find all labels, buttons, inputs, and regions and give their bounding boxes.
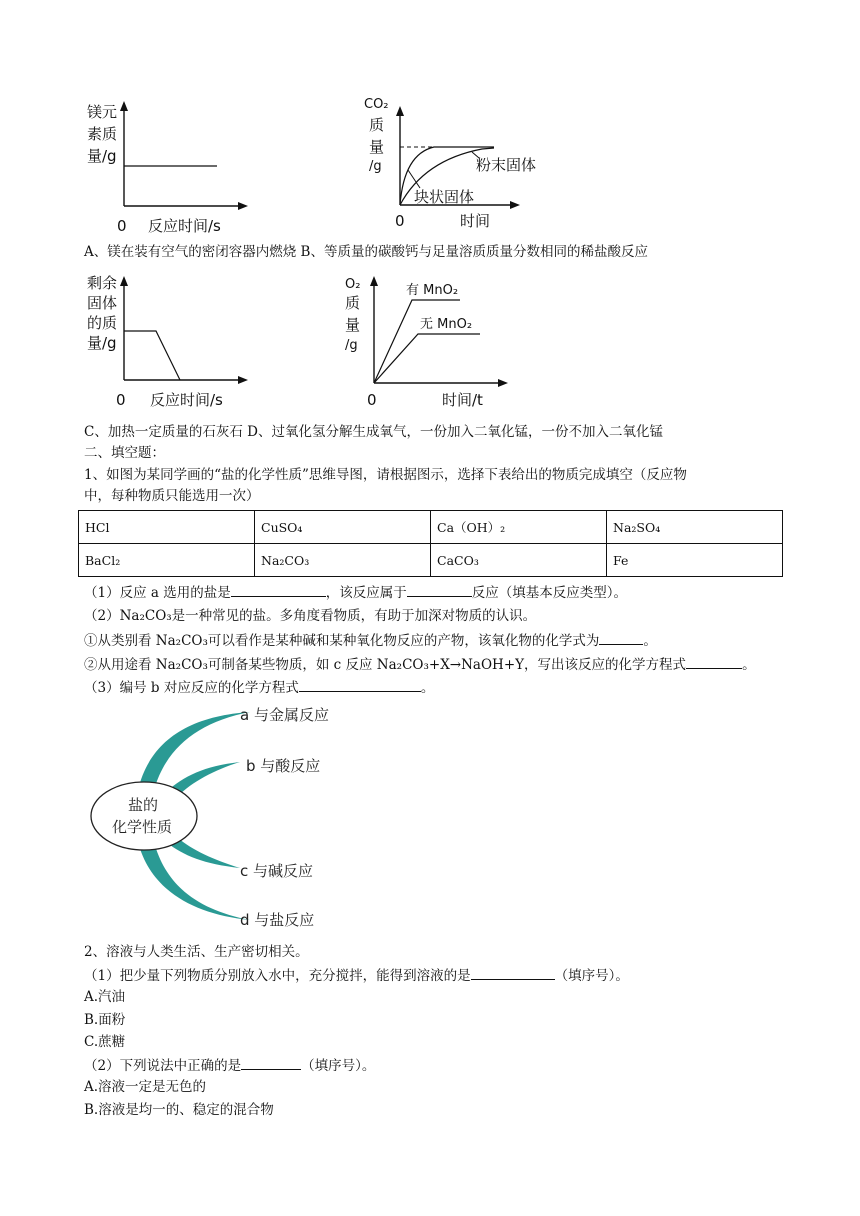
- table-cell: Na₂CO₃: [255, 544, 431, 577]
- mindmap-label-b: b 与酸反应: [246, 757, 321, 775]
- q1-part2-sub2-text: ②从用途看 Na₂CO₃可制备某些物质，如 c 反应 Na₂CO₃+X→NaOH+Y，写出该反应的化学方程式: [84, 657, 687, 673]
- q1-part1: [84, 582, 627, 603]
- q1-line-2: 中，每种物质只能选用一次）: [84, 488, 260, 504]
- table-cell: BaCl₂: [79, 544, 255, 577]
- q2-part2-text: （2）下列说法中正确的是: [84, 1058, 242, 1074]
- q2-part1-text: （1）把少量下列物质分别放入水中，充分搅拌，能得到溶液的是: [84, 968, 471, 984]
- graph-d-ylabel-1: O₂: [345, 277, 361, 292]
- graph-b-ylabel-2: 质: [369, 116, 385, 134]
- q2-part1-end: （填序号）。: [554, 968, 629, 984]
- answer-blank[interactable]: [686, 654, 742, 669]
- q1-part2: （2）Na₂CO₃是一种常见的盐。多角度看物质，有助于加深对物质的认识。: [84, 608, 537, 624]
- q1-part3-end: 。: [420, 680, 435, 696]
- mindmap-label-d: d 与盐反应: [240, 911, 315, 929]
- table-cell: HCl: [79, 511, 255, 544]
- graph-b-ylabel-3: 量: [369, 138, 385, 156]
- graph-b-y-arrow: [396, 106, 404, 116]
- graph-d-x-arrow: [498, 379, 508, 387]
- q2-part2-option-b: B.溶液是均一的、稳定的混合物: [84, 1102, 274, 1118]
- q2-intro: 2、溶液与人类生活、生产密切相关。: [84, 944, 309, 960]
- answer-blank[interactable]: [599, 630, 643, 645]
- graph-c-line: [124, 331, 180, 380]
- mindmap-label-a: a 与金属反应: [240, 706, 329, 724]
- q2-part2: [84, 1055, 375, 1076]
- graph-c: [80, 270, 250, 415]
- table-cell: CuSO₄: [255, 511, 431, 544]
- graph-c-ylabel-1: 剩余: [87, 274, 118, 292]
- graph-b-ylabel-1: CO₂: [364, 97, 389, 112]
- graph-a-ylabel-2: 素质: [87, 125, 118, 143]
- q1-line-1: 1、如图为某同学画的“盐的化学性质”思维导图，请根据图示，选择下表给出的物质完成填空（反应物: [84, 467, 687, 483]
- answer-blank[interactable]: [299, 677, 421, 692]
- graph-d-y-arrow: [370, 276, 378, 286]
- q1-part2-sub1-end: 。: [643, 633, 657, 649]
- graph-c-origin: 0: [116, 391, 126, 409]
- q1-part2-sub2-end: 。: [742, 657, 756, 673]
- section-heading: 二、填空题：: [84, 445, 165, 461]
- graph-d-xlabel: 时间/t: [442, 391, 483, 409]
- graph-b-ylabel-4: /g: [369, 159, 382, 174]
- chemicals-table: [78, 510, 783, 577]
- graph-c-xlabel: 反应时间/s: [150, 391, 223, 409]
- q1-part1-text-a: （1）反应 a 选用的盐是: [84, 585, 231, 601]
- graph-c-ylabel-3: 的质: [87, 314, 118, 332]
- graph-d-line-with: [374, 300, 460, 383]
- q2-option-a: A.汽油: [84, 989, 126, 1005]
- q2-option-c: C.蔗糖: [84, 1034, 126, 1050]
- q2-part2-option-a: A.溶液一定是无色的: [84, 1079, 207, 1095]
- graph-b-label-block: 块状固体: [414, 188, 475, 206]
- graph-d: [340, 270, 540, 415]
- graph-b-label-powder: 粉末固体: [476, 156, 537, 174]
- table-cell: Na₂SO₄: [607, 511, 783, 544]
- q2-option-b: B.面粉: [84, 1012, 126, 1028]
- mindmap: [80, 700, 370, 940]
- graph-a-y-arrow: [120, 101, 128, 111]
- answer-blank[interactable]: [231, 582, 326, 597]
- table-row: [79, 511, 783, 544]
- graph-d-ylabel-4: /g: [345, 338, 358, 353]
- q1-part3-text: （3）编号 b 对应反应的化学方程式: [84, 680, 299, 696]
- graph-a: [80, 95, 250, 240]
- graph-c-ylabel-2: 固体: [87, 294, 118, 312]
- mindmap-center-line2: 化学性质: [112, 818, 173, 836]
- q1-part2-sub2: [84, 654, 756, 675]
- graph-d-ylabel-2: 质: [345, 294, 361, 312]
- graph-c-ylabel-4: 量/g: [87, 334, 117, 352]
- caption-ab: A、镁在装有空气的密闭容器内燃烧 B、等质量的碳酸钙与足量溶质质量分数相同的稀盐酸反应: [84, 244, 648, 260]
- answer-blank[interactable]: [407, 582, 472, 597]
- graph-d-ylabel-3: 量: [345, 316, 361, 334]
- q1-part2-sub1-text: ①从类别看 Na₂CO₃可以看作是某种碱和某种氧化物反应的产物，该氧化物的化学式为: [84, 633, 600, 649]
- graph-b: [362, 92, 562, 237]
- graph-a-origin: 0: [117, 217, 127, 235]
- graph-c-y-arrow: [120, 276, 128, 286]
- mindmap-label-c: c 与碱反应: [240, 862, 314, 880]
- graph-d-line-without: [374, 334, 480, 383]
- table-cell: Fe: [607, 544, 783, 577]
- q1-part1-text-c: 反应（填基本反应类型）。: [471, 585, 627, 601]
- q1-part2-sub1: [84, 630, 657, 651]
- graph-b-origin: 0: [395, 212, 405, 230]
- q2-part2-end: （填序号）。: [301, 1058, 376, 1074]
- answer-blank[interactable]: [241, 1055, 301, 1070]
- table-cell: CaCO₃: [431, 544, 607, 577]
- graph-a-x-arrow: [238, 202, 248, 210]
- q1-part3: [84, 677, 434, 698]
- graph-a-ylabel-3: 量/g: [87, 147, 117, 165]
- graph-c-x-arrow: [238, 376, 248, 384]
- graph-b-xlabel: 时间: [460, 212, 491, 230]
- mindmap-center-node: [91, 782, 197, 850]
- answer-blank[interactable]: [471, 965, 555, 980]
- graph-a-xlabel: 反应时间/s: [148, 217, 221, 235]
- graph-d-label-with: 有 MnO₂: [406, 283, 459, 298]
- table-cell: Ca（OH）₂: [431, 511, 607, 544]
- graph-b-x-arrow: [510, 201, 520, 209]
- table-row: [79, 544, 783, 577]
- graph-a-ylabel-1: 镁元: [87, 103, 118, 121]
- mindmap-center-line1: 盐的: [128, 796, 159, 814]
- q1-part1-text-b: ，该反应属于: [325, 585, 407, 601]
- q2-part1: [84, 965, 629, 986]
- graph-d-origin: 0: [367, 391, 377, 409]
- caption-cd: C、加热一定质量的石灰石 D、过氧化氢分解生成氧气，一份加入二氧化锰，一份不加入二氧化锰: [84, 424, 663, 440]
- graph-d-label-without: 无 MnO₂: [420, 317, 473, 332]
